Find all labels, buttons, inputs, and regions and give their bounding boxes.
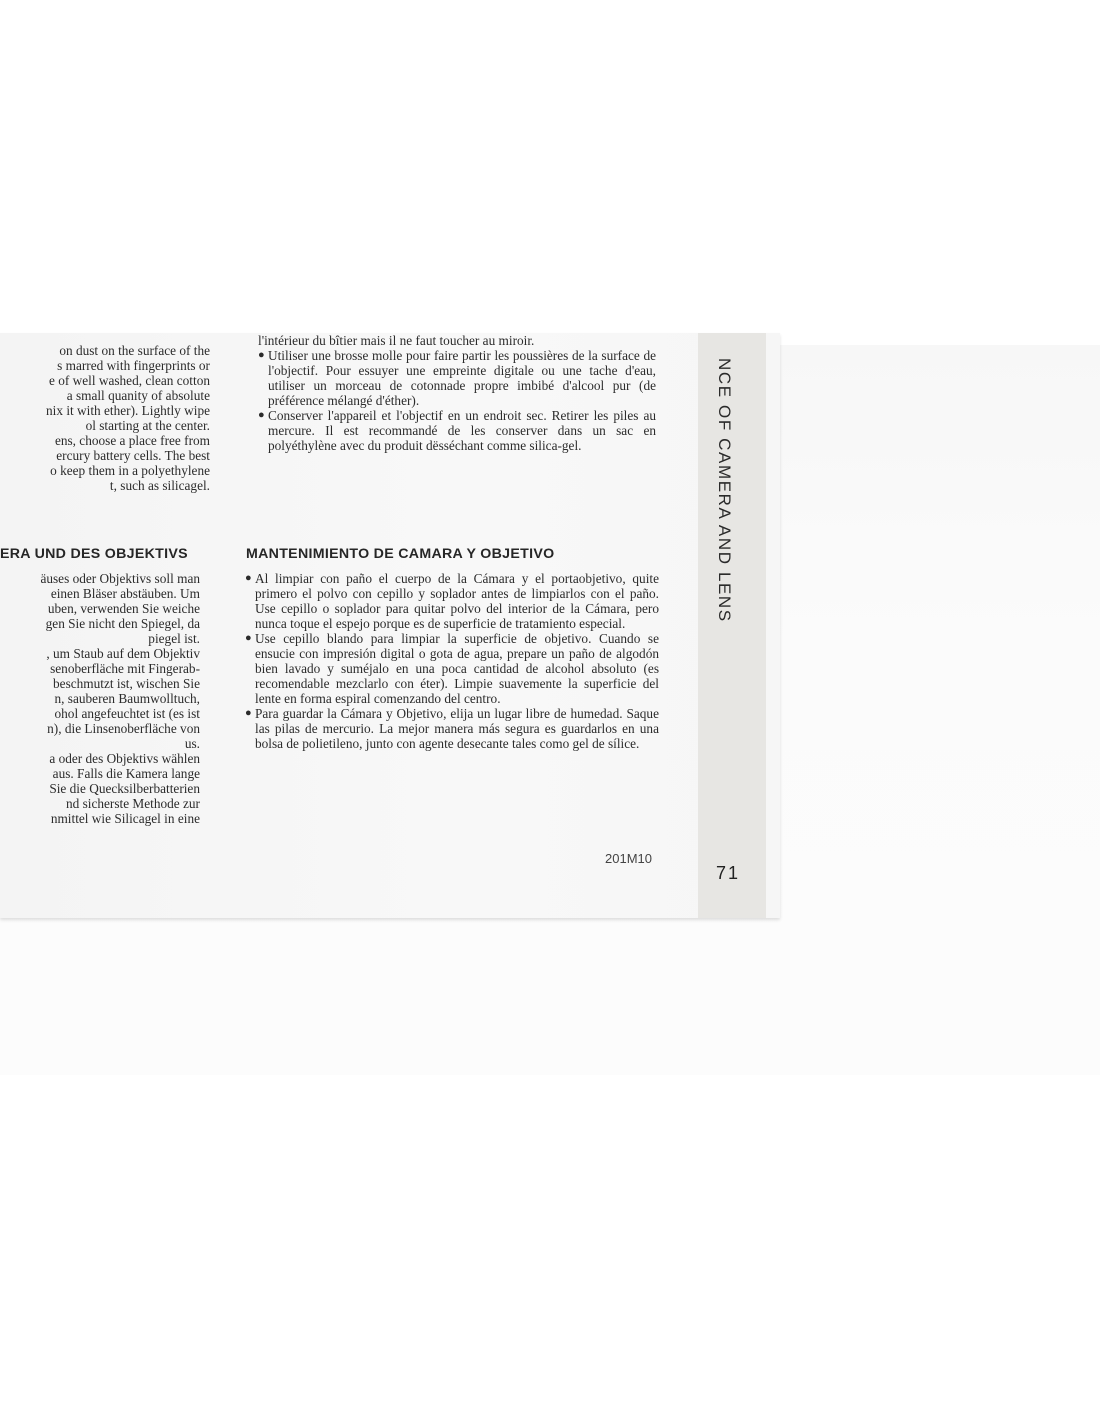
german-heading: ERA UND DES OBJEKTIVS (0, 546, 188, 562)
french-bullet-text: Utiliser une brosse molle pour faire partir les poussières de la surface de l'objectif. Pour essuyer une empreinte digitale ou une tache d'eau, utiliser un morceau de cotonnade propre imbibé d'alcool pur (de préférence mélangé d'éther). (268, 348, 656, 408)
english-line: ol starting at the center. (85, 418, 210, 433)
manual-page (0, 333, 780, 918)
german-line: us. (184, 736, 200, 751)
english-line: o keep them in a polyethylene (50, 463, 210, 478)
english-line: ens, choose a place free from (54, 433, 210, 448)
german-line: beschmutzt ist, wischen Sie (53, 676, 200, 691)
english-line: ercury battery cells. The best (56, 448, 210, 463)
bullet-icon: ● (245, 707, 252, 719)
french-first-line: l'intérieur du bîtier mais il ne faut toucher au miroir. (258, 333, 535, 348)
bullet-icon: ● (245, 572, 252, 584)
french-bullet-item (258, 408, 656, 453)
german-line: piegel ist. (148, 631, 200, 646)
spanish-column (245, 571, 659, 751)
german-column (0, 571, 200, 826)
page-number: 71 (716, 863, 741, 883)
bullet-icon: ● (258, 349, 265, 361)
english-line: a small quanity of absolute (66, 388, 210, 403)
german-line: senoberfläche mit Fingerab- (50, 661, 200, 676)
spanish-bullet-item (245, 631, 659, 706)
side-title: NCE OF CAMERA AND LENS (715, 358, 734, 623)
german-line: einen Bläser abstäuben. Um (50, 586, 200, 601)
english-line: on dust on the surface of the (59, 343, 210, 358)
english-line: nix it with ether). Lightly wipe (46, 403, 210, 418)
english-line: s marred with fingerprints or (57, 358, 210, 373)
german-line: nmittel wie Silicagel in eine (50, 811, 200, 826)
german-line: uben, verwenden Sie weiche (47, 601, 200, 616)
english-line: e of well washed, clean cotton (49, 373, 210, 388)
german-line: aus. Falls die Kamera lange (52, 766, 200, 781)
english-line: t, such as silicagel. (109, 478, 210, 493)
document-code: 201M10 (605, 851, 652, 866)
german-line: a oder des Objektivs wählen (49, 751, 200, 766)
spanish-heading: MANTENIMIENTO DE CAMARA Y OBJETIVO (246, 546, 555, 562)
spanish-bullet-item (245, 571, 659, 631)
french-bullet-item (258, 348, 656, 408)
german-line: nd sicherste Methode zur (65, 796, 200, 811)
spanish-bullet-text: Use cepillo blando para limpiar la superficie de objetivo. Cuando se ensucie con impresión digital o gota de agua, prepare un paño de algodón bien lavado y suméjalo en una poca cantidad de alcohol absoluto (es recomendable mezclarlo con éter). Limpie suavemente la superficie del lente en forma espiral comenzando del centro. (255, 631, 659, 706)
spanish-bullet-item (245, 706, 659, 751)
french-column (258, 333, 656, 453)
french-bullet-text: Conserver l'appareil et l'objectif en un endroit sec. Retirer les piles au mercure. Il est recommandé de les conserver dans un sac en polyéthylène avec du produit dësséchant comme silica-gel. (268, 408, 656, 453)
bullet-icon: ● (245, 632, 252, 644)
german-line: gen Sie nicht den Spiegel, da (45, 616, 200, 631)
spanish-bullet-text: Para guardar la Cámara y Objetivo, elija un lugar libre de humedad. Saque las pilas de mercurio. La mejor manera más segura es guardarlos en una bolsa de polietileno, junto con agente desecante tales como gel de sílice. (255, 706, 659, 751)
german-line: n, sauberen Baumwolltuch, (54, 691, 200, 706)
german-line: n), die Linsenoberfläche von (47, 721, 200, 736)
english-column (0, 343, 210, 493)
german-line: ohol angefeuchtet ist (es ist (54, 706, 200, 721)
bullet-icon: ● (258, 409, 265, 421)
german-line: Sie die Quecksilberbatterien (49, 781, 200, 796)
spanish-bullet-text: Al limpiar con paño el cuerpo de la Cámara y el portaobjetivo, quite primero el polvo con cepillo y soplador antes de limpiarlos con el paño. Use cepillo o soplador para quitar polvo del interior de la Cámara, pero nunca toque el espejo porque es de superficie de tratamiento especial. (255, 571, 659, 631)
german-line: , um Staub auf dem Objektiv (46, 646, 200, 661)
german-line: äuses oder Objektivs soll man (40, 571, 200, 586)
